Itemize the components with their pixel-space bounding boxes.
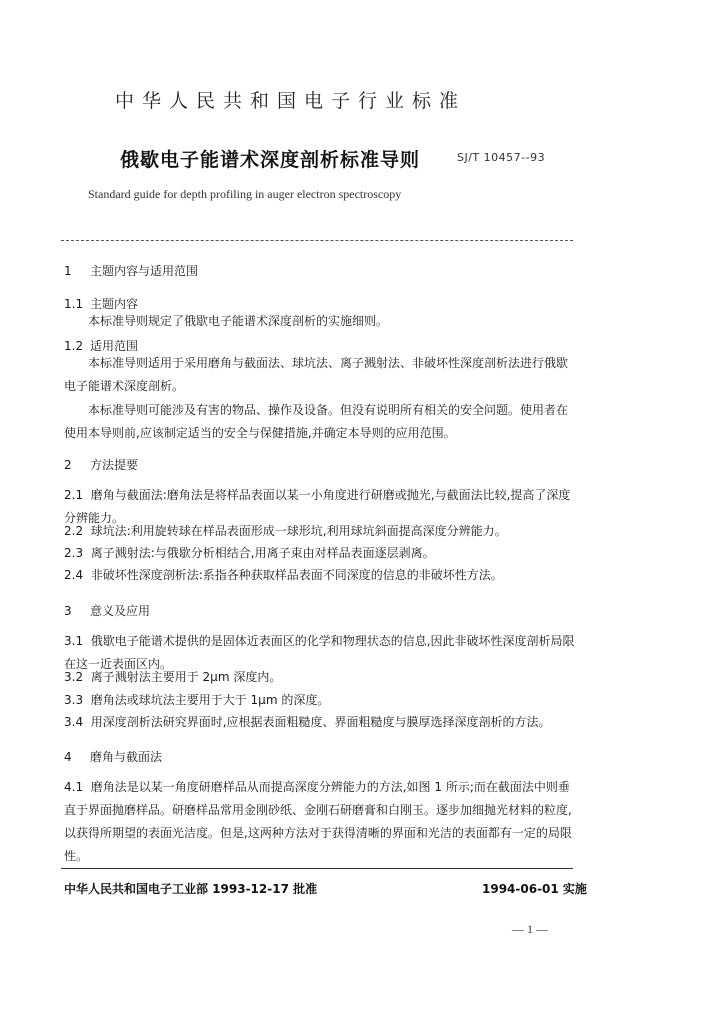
subsection-number: 1.2 bbox=[64, 339, 84, 353]
subsection-1-2-text-2: 本标准导则可能涉及有害的物品、操作及设备。但没有说明所有相关的安全问题。使用者在使用本导则前,应该制定适当的安全与保健措施,并确定本导则的应用范围。 bbox=[64, 403, 569, 440]
subsection-1-2-text-1: 本标准导则适用于采用磨角与截面法、球坑法、离子溅射法、非破坏性深度剖析法进行俄歇电子能谱术深度剖析。 bbox=[64, 356, 569, 393]
item-text: 非破坏性深度剖析法:系指各种获取样品表面不同深度的信息的非破坏性方法。 bbox=[90, 568, 503, 582]
standard-body-header: 中华人民共和国电子行业标准 bbox=[115, 90, 467, 112]
item-2-4 bbox=[64, 564, 579, 587]
item-number: 3.2 bbox=[64, 670, 84, 684]
section-number: 3 bbox=[64, 604, 72, 618]
item-number: 4.1 bbox=[64, 780, 84, 794]
item-text: 球坑法:利用旋转球在样品表面形成一球形坑,利用球坑斜面提高深度分辨能力。 bbox=[90, 524, 507, 538]
item-number: 2.3 bbox=[64, 546, 84, 560]
item-text: 离子溅射法主要用于 2μm 深度内。 bbox=[90, 670, 282, 684]
section-3-heading bbox=[64, 602, 150, 619]
item-number: 3.1 bbox=[64, 634, 84, 648]
item-2-3 bbox=[64, 542, 579, 565]
section-number: 4 bbox=[64, 750, 72, 764]
item-text: 磨角法或球坑法主要用于大于 1μm 的深度。 bbox=[90, 693, 330, 707]
subsection-title: 适用范围 bbox=[90, 339, 139, 353]
section-4-heading bbox=[64, 748, 162, 765]
item-number: 3.3 bbox=[64, 693, 84, 707]
item-number: 2.2 bbox=[64, 524, 84, 538]
section-number: 2 bbox=[64, 458, 72, 472]
item-number: 3.4 bbox=[64, 715, 84, 729]
item-3-2 bbox=[64, 666, 579, 689]
approval-line: 中华人民共和国电子工业部 1993-12-17 批准 bbox=[64, 882, 318, 896]
header-divider bbox=[61, 240, 573, 241]
item-number: 2.1 bbox=[64, 488, 84, 502]
item-3-4 bbox=[64, 711, 579, 734]
section-title: 方法提要 bbox=[90, 458, 139, 472]
section-title: 磨角与截面法 bbox=[90, 750, 163, 764]
item-text: 磨角法是以某一角度研磨样品从而提高深度分辨能力的方法,如图 1 所示;而在截面法中则垂直于界面抛磨样品。研磨样品常用金刚砂纸、金刚石研磨膏和白刚玉。逐步加细抛光材料的粒度,以获得所期望的表面光洁度。但是,这两种方法对于获得清晰的界面和光洁的表面都有一定的局限性。 bbox=[64, 780, 572, 863]
section-2-heading bbox=[64, 456, 138, 473]
subsection-number: 1.1 bbox=[64, 297, 84, 311]
item-3-3 bbox=[64, 689, 579, 712]
item-text: 离子溅射法:与俄歇分析相结合,用离子束由对样品表面逐层剥离。 bbox=[90, 546, 435, 560]
footer-divider bbox=[61, 868, 573, 869]
item-4-1 bbox=[64, 776, 579, 868]
section-number: 1 bbox=[64, 264, 72, 278]
item-text: 磨角与截面法:磨角法是将样品表面以某一小角度进行研磨或抛光,与截面法比较,提高了深度分辨能力。 bbox=[64, 488, 571, 525]
subsection-1-1-text: 本标准导则规定了俄歇电子能谱术深度剖析的实施细则。 bbox=[88, 314, 389, 328]
section-title: 意义及应用 bbox=[90, 604, 151, 618]
item-number: 2.4 bbox=[64, 568, 84, 582]
subsection-title: 主题内容 bbox=[90, 297, 139, 311]
section-title: 主题内容与适用范围 bbox=[90, 264, 199, 278]
section-1-heading bbox=[64, 262, 198, 279]
english-title: Standard guide for depth profiling in auger electron spectroscopy bbox=[88, 187, 402, 201]
item-text: 俄歇电子能谱术提供的是固体近表面区的化学和物理状态的信息,因此非破坏性深度剖析局限在这一近表面区内。 bbox=[64, 634, 575, 671]
page-number: — 1 — bbox=[512, 922, 548, 936]
item-2-2 bbox=[64, 520, 579, 543]
implementation-date: 1994-06-01 实施 bbox=[482, 882, 587, 896]
standard-code: SJ/T 10457--93 bbox=[457, 151, 546, 164]
document-title: 俄歇电子能谱术深度剖析标准导则 bbox=[120, 149, 421, 171]
item-text: 用深度剖析法研究界面时,应根据表面粗糙度、界面粗糙度与膜厚选择深度剖析的方法。 bbox=[90, 715, 551, 729]
